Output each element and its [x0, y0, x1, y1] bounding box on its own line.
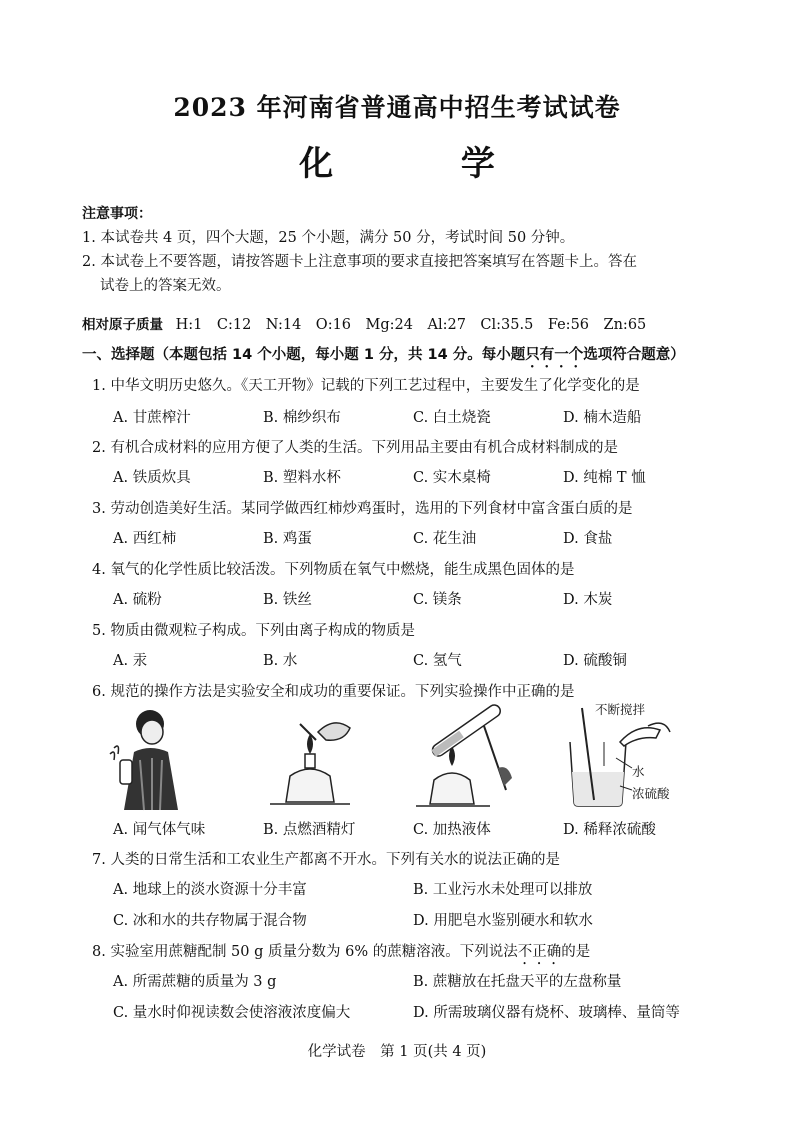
option: D. 木炭: [563, 592, 613, 608]
question-stem-text: 8. 实验室用蔗糖配制 50 g 质量分数为 6% 的蔗糖溶液。下列说法: [92, 944, 518, 960]
option: D. 硫酸铜: [563, 653, 627, 669]
option: C. 量水时仰视读数会使溶液浓度偏大: [113, 1005, 351, 1021]
option: C. 冰和水的共存物属于混合物: [113, 913, 307, 929]
option: C. 镁条: [413, 592, 462, 608]
question-stem: 1. 中华文明历史悠久。《天工开物》记载的下列工艺过程中，主要发生了化学变化的是: [92, 378, 640, 394]
notice-heading: 注意事项：: [82, 206, 152, 222]
option: B. 铁丝: [263, 592, 312, 608]
option: D. 纯棉 T 恤: [563, 470, 646, 486]
option: B. 蔗糖放在托盘天平的左盘称量: [413, 974, 622, 990]
question-stem: 2. 有机合成材料的应用方便了人类的生活。下列用品主要由有机合成材料制成的是: [92, 440, 618, 456]
question-stem: 7. 人类的日常生活和工农业生产都离不开水。下列有关水的说法正确的是: [92, 852, 560, 868]
option: D. 所需玻璃仪器有烧杯、玻璃棒、量筒等: [413, 1005, 680, 1021]
option: B. 点燃酒精灯: [263, 822, 356, 838]
atomic-mass-values: H:1 C:12 N:14 O:16 Mg:24 Al:27 Cl:35.5 Fe:56 Zn:65: [175, 317, 647, 333]
option: A. 所需蔗糖的质量为 3 g: [113, 974, 277, 990]
option: B. 塑料水杯: [263, 470, 341, 486]
option: C. 白土烧瓷: [413, 410, 491, 426]
heating-liquid-figure: [410, 702, 520, 812]
question-stem-emphasis: 不正确: [517, 944, 562, 960]
section-heading-text: 选项符合题意）: [583, 347, 685, 363]
option: B. 工业污水未处理可以排放: [413, 882, 593, 898]
option: C. 花生油: [413, 531, 477, 547]
option: A. 西红柿: [113, 531, 177, 547]
question-stem: 6. 规范的操作方法是实验安全和成功的重要保证。下列实验操作中正确的是: [92, 684, 575, 700]
option: B. 水: [263, 653, 298, 669]
page-footer: 化学试卷 第 1 页(共 4 页): [307, 1044, 487, 1060]
option: C. 氢气: [413, 653, 462, 669]
alcohol-lamp-lighting-figure: [260, 702, 360, 812]
section-heading-text: 一、选择题（本题包括 14 个小题，每小题 1 分，共 14 分。每小题: [82, 347, 526, 363]
question-stem: [92, 940, 712, 968]
option: D. 稀释浓硫酸: [563, 822, 656, 838]
question-stem: 3. 劳动创造美好生活。某同学做西红柿炒鸡蛋时，选用的下列食材中富含蛋白质的是: [92, 501, 633, 517]
option: A. 汞: [113, 653, 148, 669]
section-heading-emphasis: 只有一个: [525, 347, 584, 363]
exam-title: 2023 年河南省普通高中招生考试试卷: [173, 93, 621, 122]
option: A. 硫粉: [113, 592, 162, 608]
notice-item: 试卷上的答案无效。: [100, 278, 231, 294]
notice-item: 2. 本试卷上不要答题，请按答题卡上注意事项的要求直接把答案填写在答题卡上。答在: [82, 254, 637, 270]
water-label: 水: [632, 764, 645, 779]
subject-title: 化 学: [299, 144, 553, 184]
question-stem: 5. 物质由微观粒子构成。下列由离子构成的物质是: [92, 623, 415, 639]
experiment-figures: [100, 702, 700, 812]
acid-label: 浓硫酸: [632, 786, 670, 801]
option: C. 实木桌椅: [413, 470, 491, 486]
option: C. 加热液体: [413, 822, 491, 838]
notice-item: 1. 本试卷共 4 页，四个大题，25 个小题，满分 50 分，考试时间 50 分钟。: [82, 230, 575, 246]
option: D. 食盐: [563, 531, 613, 547]
option: D. 楠木造船: [563, 410, 642, 426]
option: B. 鸡蛋: [263, 531, 312, 547]
smell-gas-figure: [100, 702, 210, 812]
atomic-mass-line: [82, 313, 722, 334]
option: A. 甘蔗榨汁: [113, 410, 191, 426]
option: B. 棉纱织布: [263, 410, 341, 426]
option: D. 用肥皂水鉴别硬水和软水: [413, 913, 593, 929]
question-stem: 4. 氧气的化学性质比较活泼。下列物质在氧气中燃烧，能生成黑色固体的是: [92, 562, 575, 578]
option: A. 铁质炊具: [113, 470, 191, 486]
option: A. 闻气体气味: [113, 822, 206, 838]
question-stem-text: 的是: [561, 944, 591, 960]
option: A. 地球上的淡水资源十分丰富: [113, 882, 307, 898]
section-heading: [82, 343, 722, 371]
stir-label: 不断搅拌: [595, 702, 646, 717]
notice-block: [82, 202, 712, 298]
atomic-mass-label: 相对原子质量: [82, 317, 163, 333]
